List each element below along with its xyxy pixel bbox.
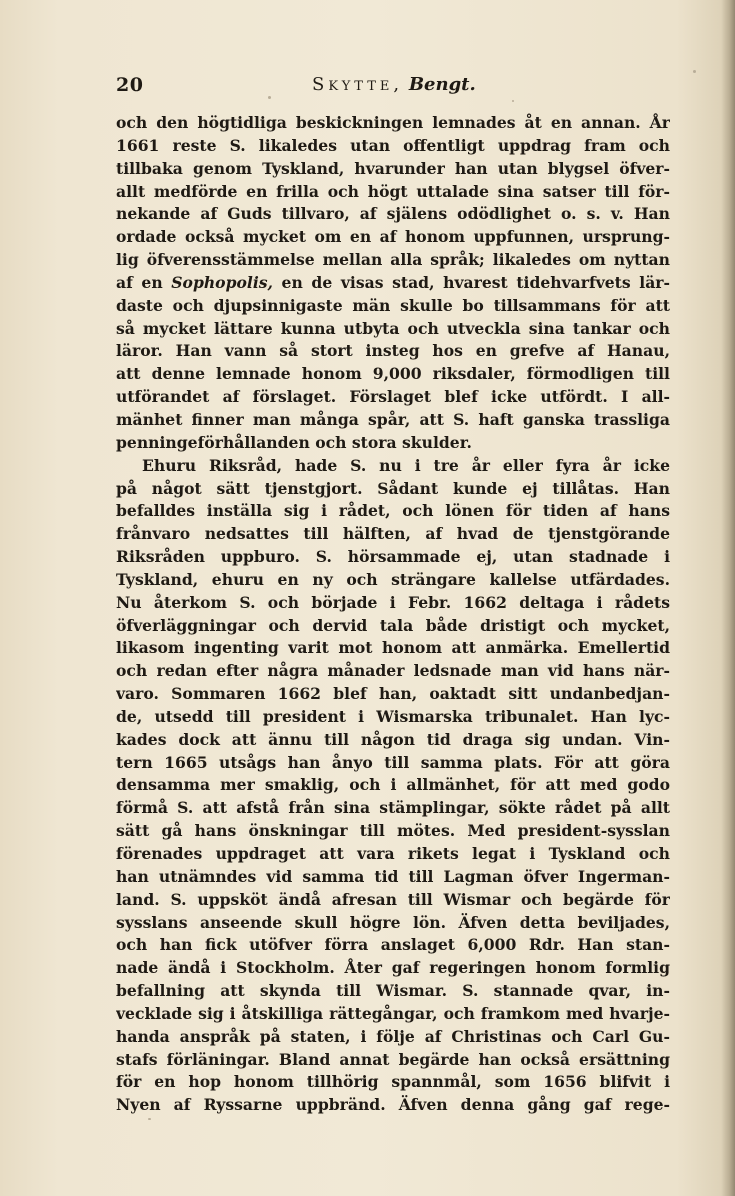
page-edge-shadow: [721, 0, 735, 1196]
text-line: han utnämndes vid samma tid till Lagman öfver Ingerman-: [116, 866, 670, 886]
text-line: stafs förläningar. Bland annat begärde han också ersättning: [116, 1049, 670, 1069]
text-line: penningeförhållanden och stora skulder.: [116, 432, 472, 452]
text-line: daste och djupsinnigaste män skulle bo tillsammans för att: [116, 295, 670, 315]
paper-speck: [148, 1118, 151, 1120]
text-line: Nu återkom S. och började i Febr. 1662 deltaga i rådets: [116, 592, 670, 612]
text-line: för en hop honom tillhörig spannmål, som 1656 blifvit i: [116, 1072, 670, 1092]
text-line: [116, 272, 670, 295]
text-line: allt medförde en frilla och högt uttalade sina satser till för-: [116, 181, 670, 201]
body-text: [116, 112, 670, 1117]
running-head-surname: Skytte,: [312, 74, 404, 95]
text-line: lig öfverensstämmelse mellan alla språk; likaledes om nyttan: [116, 250, 670, 270]
text-line: densamma mer smaklig, och i allmänhet, för att med godo: [116, 775, 670, 795]
text-line: 1661 reste S. likaledes utan offentligt uppdrag fram och: [116, 135, 670, 155]
text-line: Tyskland, ehuru en ny och strängare kallelse utfärdades.: [116, 569, 670, 589]
text-line: Nyen af Ryssarne uppbränd. Äfven denna gång gaf rege-: [116, 1095, 670, 1115]
text-line: nade ändå i Stockholm. Åter gaf regeringen honom formlig: [116, 958, 670, 978]
text-line: förenades uppdraget att vara rikets legat i Tyskland och: [116, 844, 670, 863]
text-line: tillbaka genom Tyskland, hvarunder han utan blygsel öfver-: [116, 158, 670, 178]
text-line: och redan efter några månader ledsnade man vid hans när-: [116, 661, 670, 681]
running-head-given-name: Bengt.: [408, 74, 476, 95]
italic-term: Sophopolis,: [171, 272, 273, 292]
paper-speck: [512, 100, 514, 102]
text-line: på något sätt tjenstgjort. Sådant kunde ej tillåtas. Han: [116, 478, 670, 498]
text-line: frånvaro nedsattes till hälften, af hvad de tjenstgörande: [116, 524, 670, 544]
text-line: så mycket lättare kunna utbyta och utveckla sina tankar och: [116, 318, 670, 338]
text-line: likasom ingenting varit mot honom att anmärka. Emellertid: [116, 638, 670, 658]
text-line: kades dock att ännu till någon tid draga sig undan. Vin-: [116, 729, 670, 749]
text-line: och han fick utöfver förra anslaget 6,000 Rdr. Han stan-: [116, 935, 670, 955]
text-line: Riksråden uppburo. S. hörsammade ej, utan stadnade i: [116, 547, 670, 567]
text-line: ordade också mycket om en af honom uppfunnen, ursprung-: [116, 227, 670, 247]
text-line: sätt gå hans önskningar till mötes. Med president-sysslan: [116, 821, 670, 841]
paper-speck: [268, 96, 271, 99]
text-line: varo. Sommaren 1662 blef han, oaktadt sitt undanbedjan-: [116, 684, 670, 704]
text-line: de, utsedd till president i Wismarska tribunalet. Han lyc-: [116, 706, 670, 726]
text-line: tern 1665 utsågs han ånyo till samma plats. För att göra: [116, 752, 670, 772]
running-head: [312, 74, 476, 95]
text-line: sysslans anseende skull högre lön. Äfven detta beviljades,: [116, 912, 670, 932]
text-line: förmå S. att afstå från sina stämplingar, sökte rådet på allt: [116, 798, 670, 818]
text-line: nekande af Guds tillvaro, af själens odödlighet o. s. v. Han: [116, 204, 670, 224]
page-number: 20: [116, 74, 144, 96]
text-segment: en de visas stad, hvarest tidehvarfvets lär-: [272, 272, 670, 292]
text-line: läror. Han vann så stort insteg hos en grefve af Hanau,: [116, 341, 670, 361]
text-line: utförandet af förslaget. Förslaget blef icke utfördt. I all-: [116, 387, 670, 407]
text-line: mänhet finner man många spår, att S. haft ganska trassliga: [116, 409, 670, 429]
text-line: och den högtidliga beskickningen lemnades åt en annan. År: [116, 113, 670, 132]
page-header: [116, 74, 670, 100]
text-line: Ehuru Riksråd, hade S. nu i tre år eller fyra år icke: [142, 455, 670, 475]
text-line: vecklade sig i åtskilliga rättegångar, och framkom med hvarje-: [116, 1003, 670, 1023]
text-line: befallning att skynda till Wismar. S. stannade qvar, in-: [116, 981, 670, 1001]
text-segment: af en: [116, 272, 172, 292]
text-line: befalldes inställa sig i rådet, och lönen för tiden af hans: [116, 501, 670, 521]
text-line: handa anspråk på staten, i följe af Christinas och Carl Gu-: [116, 1026, 670, 1046]
paper-speck: [693, 70, 696, 73]
text-line: öfverläggningar och dervid tala både dristigt och mycket,: [116, 615, 670, 635]
text-line: land. S. uppsköt ändå afresan till Wismar och begärde för: [116, 889, 670, 909]
text-line: att denne lemnade honom 9,000 riksdaler, förmodligen till: [116, 364, 670, 384]
